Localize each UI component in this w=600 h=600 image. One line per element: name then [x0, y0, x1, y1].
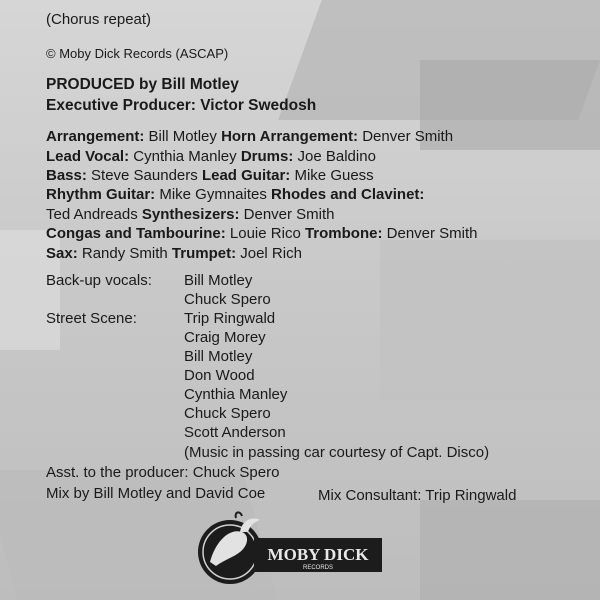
credit-row — [46, 166, 374, 185]
credit-value: Denver Smith — [362, 128, 454, 145]
credit-value: Ted Andreads — [46, 206, 138, 223]
credit-value: Bill Motley — [148, 128, 217, 145]
credit-label: Lead Vocal: — [46, 148, 130, 165]
credit-value: Steve Saunders — [91, 167, 198, 184]
produced-by: PRODUCED by Bill Motley — [46, 76, 239, 93]
credit-label: Horn Arrangement: — [221, 128, 359, 145]
credit-row — [46, 205, 335, 224]
mix-credit: Mix by Bill Motley and David Coe — [46, 485, 266, 502]
credit-value: Cynthia Manley — [133, 148, 237, 165]
credit-row — [46, 147, 376, 166]
credit-row — [46, 244, 302, 263]
street-name: Bill Motley — [184, 348, 253, 365]
credit-label: Synthesizers: — [141, 206, 240, 223]
credit-value: Mike Guess — [294, 167, 374, 184]
credit-label: Drums: — [240, 148, 294, 165]
backup-name: Bill Motley — [184, 272, 253, 289]
mix-consultant: Mix Consultant: Trip Ringwald — [318, 487, 517, 504]
credit-label: Rhodes and Clavinet: — [271, 186, 425, 203]
chorus-note: (Chorus repeat) — [46, 11, 152, 28]
credit-value: Randy Smith — [81, 245, 168, 262]
credit-value: Joe Baldino — [297, 148, 376, 165]
street-name: Chuck Spero — [184, 405, 271, 422]
moby-dick-logo — [190, 510, 390, 590]
credit-value: Denver Smith — [386, 225, 478, 242]
street-note: (Music in passing car courtesy of Capt. Disco) — [184, 444, 490, 461]
logo-text: MOBY DICK — [267, 545, 369, 564]
street-name: Craig Morey — [184, 329, 266, 346]
credit-value: Mike Gymnaites — [159, 186, 267, 203]
credit-row — [46, 224, 478, 243]
credit-value: Joel Rich — [240, 245, 302, 262]
street-label: Street Scene: — [46, 310, 137, 327]
street-name: Don Wood — [184, 367, 255, 384]
credit-label: Congas and Tambourine: — [46, 225, 226, 242]
credit-label: Sax: — [46, 245, 78, 262]
credit-label: Lead Guitar: — [201, 167, 291, 184]
credit-label: Bass: — [46, 167, 87, 184]
credit-row — [46, 127, 453, 146]
backup-name: Chuck Spero — [184, 291, 271, 308]
credit-label: Trumpet: — [171, 245, 237, 262]
logo-subtext: RECORDS — [302, 565, 334, 571]
credit-value: Louie Rico — [229, 225, 301, 242]
copyright-line: © Moby Dick Records (ASCAP) — [46, 46, 229, 61]
credit-label: Rhythm Guitar: — [46, 186, 156, 203]
credit-label: Trombone: — [304, 225, 383, 242]
street-name: Scott Anderson — [184, 424, 286, 441]
street-name: Cynthia Manley — [184, 386, 288, 403]
credit-value: Denver Smith — [243, 206, 335, 223]
executive-producer: Executive Producer: Victor Swedosh — [46, 97, 317, 114]
whale-icon — [190, 510, 390, 590]
asst-producer: Asst. to the producer: Chuck Spero — [46, 464, 280, 481]
credit-row — [46, 185, 424, 204]
street-name: Trip Ringwald — [184, 310, 276, 327]
backup-label: Back-up vocals: — [46, 272, 152, 289]
credit-label: Arrangement: — [46, 128, 145, 145]
